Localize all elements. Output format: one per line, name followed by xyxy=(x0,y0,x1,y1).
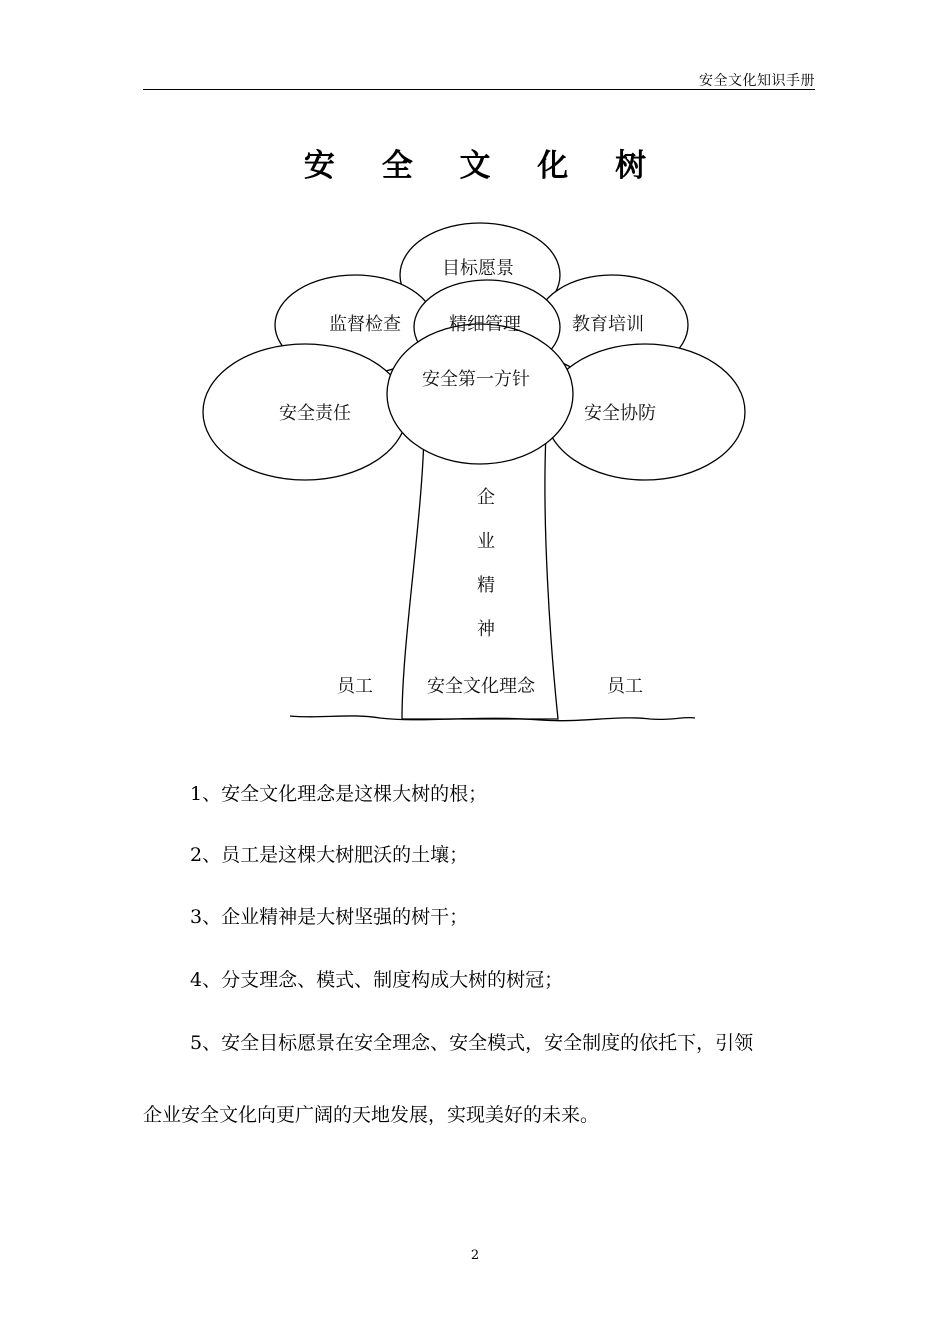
safety-culture-tree-diagram xyxy=(180,222,780,732)
trunk-char: 业 xyxy=(477,531,495,552)
page-number: 2 xyxy=(470,1248,480,1263)
crown-label-center: 安全第一方针 xyxy=(422,369,530,390)
list-item: 3、企业精神是大树坚强的树干； xyxy=(190,906,469,928)
crown-label-upper-right: 教育培训 xyxy=(572,314,644,335)
crown-label-top: 目标愿景 xyxy=(442,258,514,279)
crown-bubble-center xyxy=(387,324,573,464)
list-item: 2、员工是这棵大树肥沃的土壤； xyxy=(190,844,469,866)
ground-label-left: 员工 xyxy=(337,676,373,697)
trunk-char: 神 xyxy=(477,619,495,640)
header-rule xyxy=(143,89,815,90)
crown-label-upper-left: 监督检查 xyxy=(329,314,401,335)
crown-label-center-upper: 精细管理 xyxy=(449,314,521,335)
ground-label-right: 员工 xyxy=(607,676,643,697)
list-item: 1、安全文化理念是这棵大树的根； xyxy=(190,783,488,805)
crown-label-right: 安全协防 xyxy=(584,403,656,424)
list-item-continuation: 企业安全文化向更广阔的天地发展，实现美好的未来。 xyxy=(143,1104,600,1126)
list-item: 4、分支理念、模式、制度构成大树的树冠； xyxy=(190,969,564,991)
list-item: 5、安全目标愿景在安全理念、安全模式，安全制度的依托下，引领 xyxy=(190,1032,754,1054)
page-title: 安 全 文 化 树 xyxy=(303,148,665,184)
root-label: 安全文化理念 xyxy=(427,676,535,697)
crown-label-left: 安全责任 xyxy=(279,403,351,424)
trunk-char: 企 xyxy=(477,487,495,508)
running-header: 安全文化知识手册 xyxy=(699,73,815,89)
trunk-char: 精 xyxy=(477,575,495,596)
